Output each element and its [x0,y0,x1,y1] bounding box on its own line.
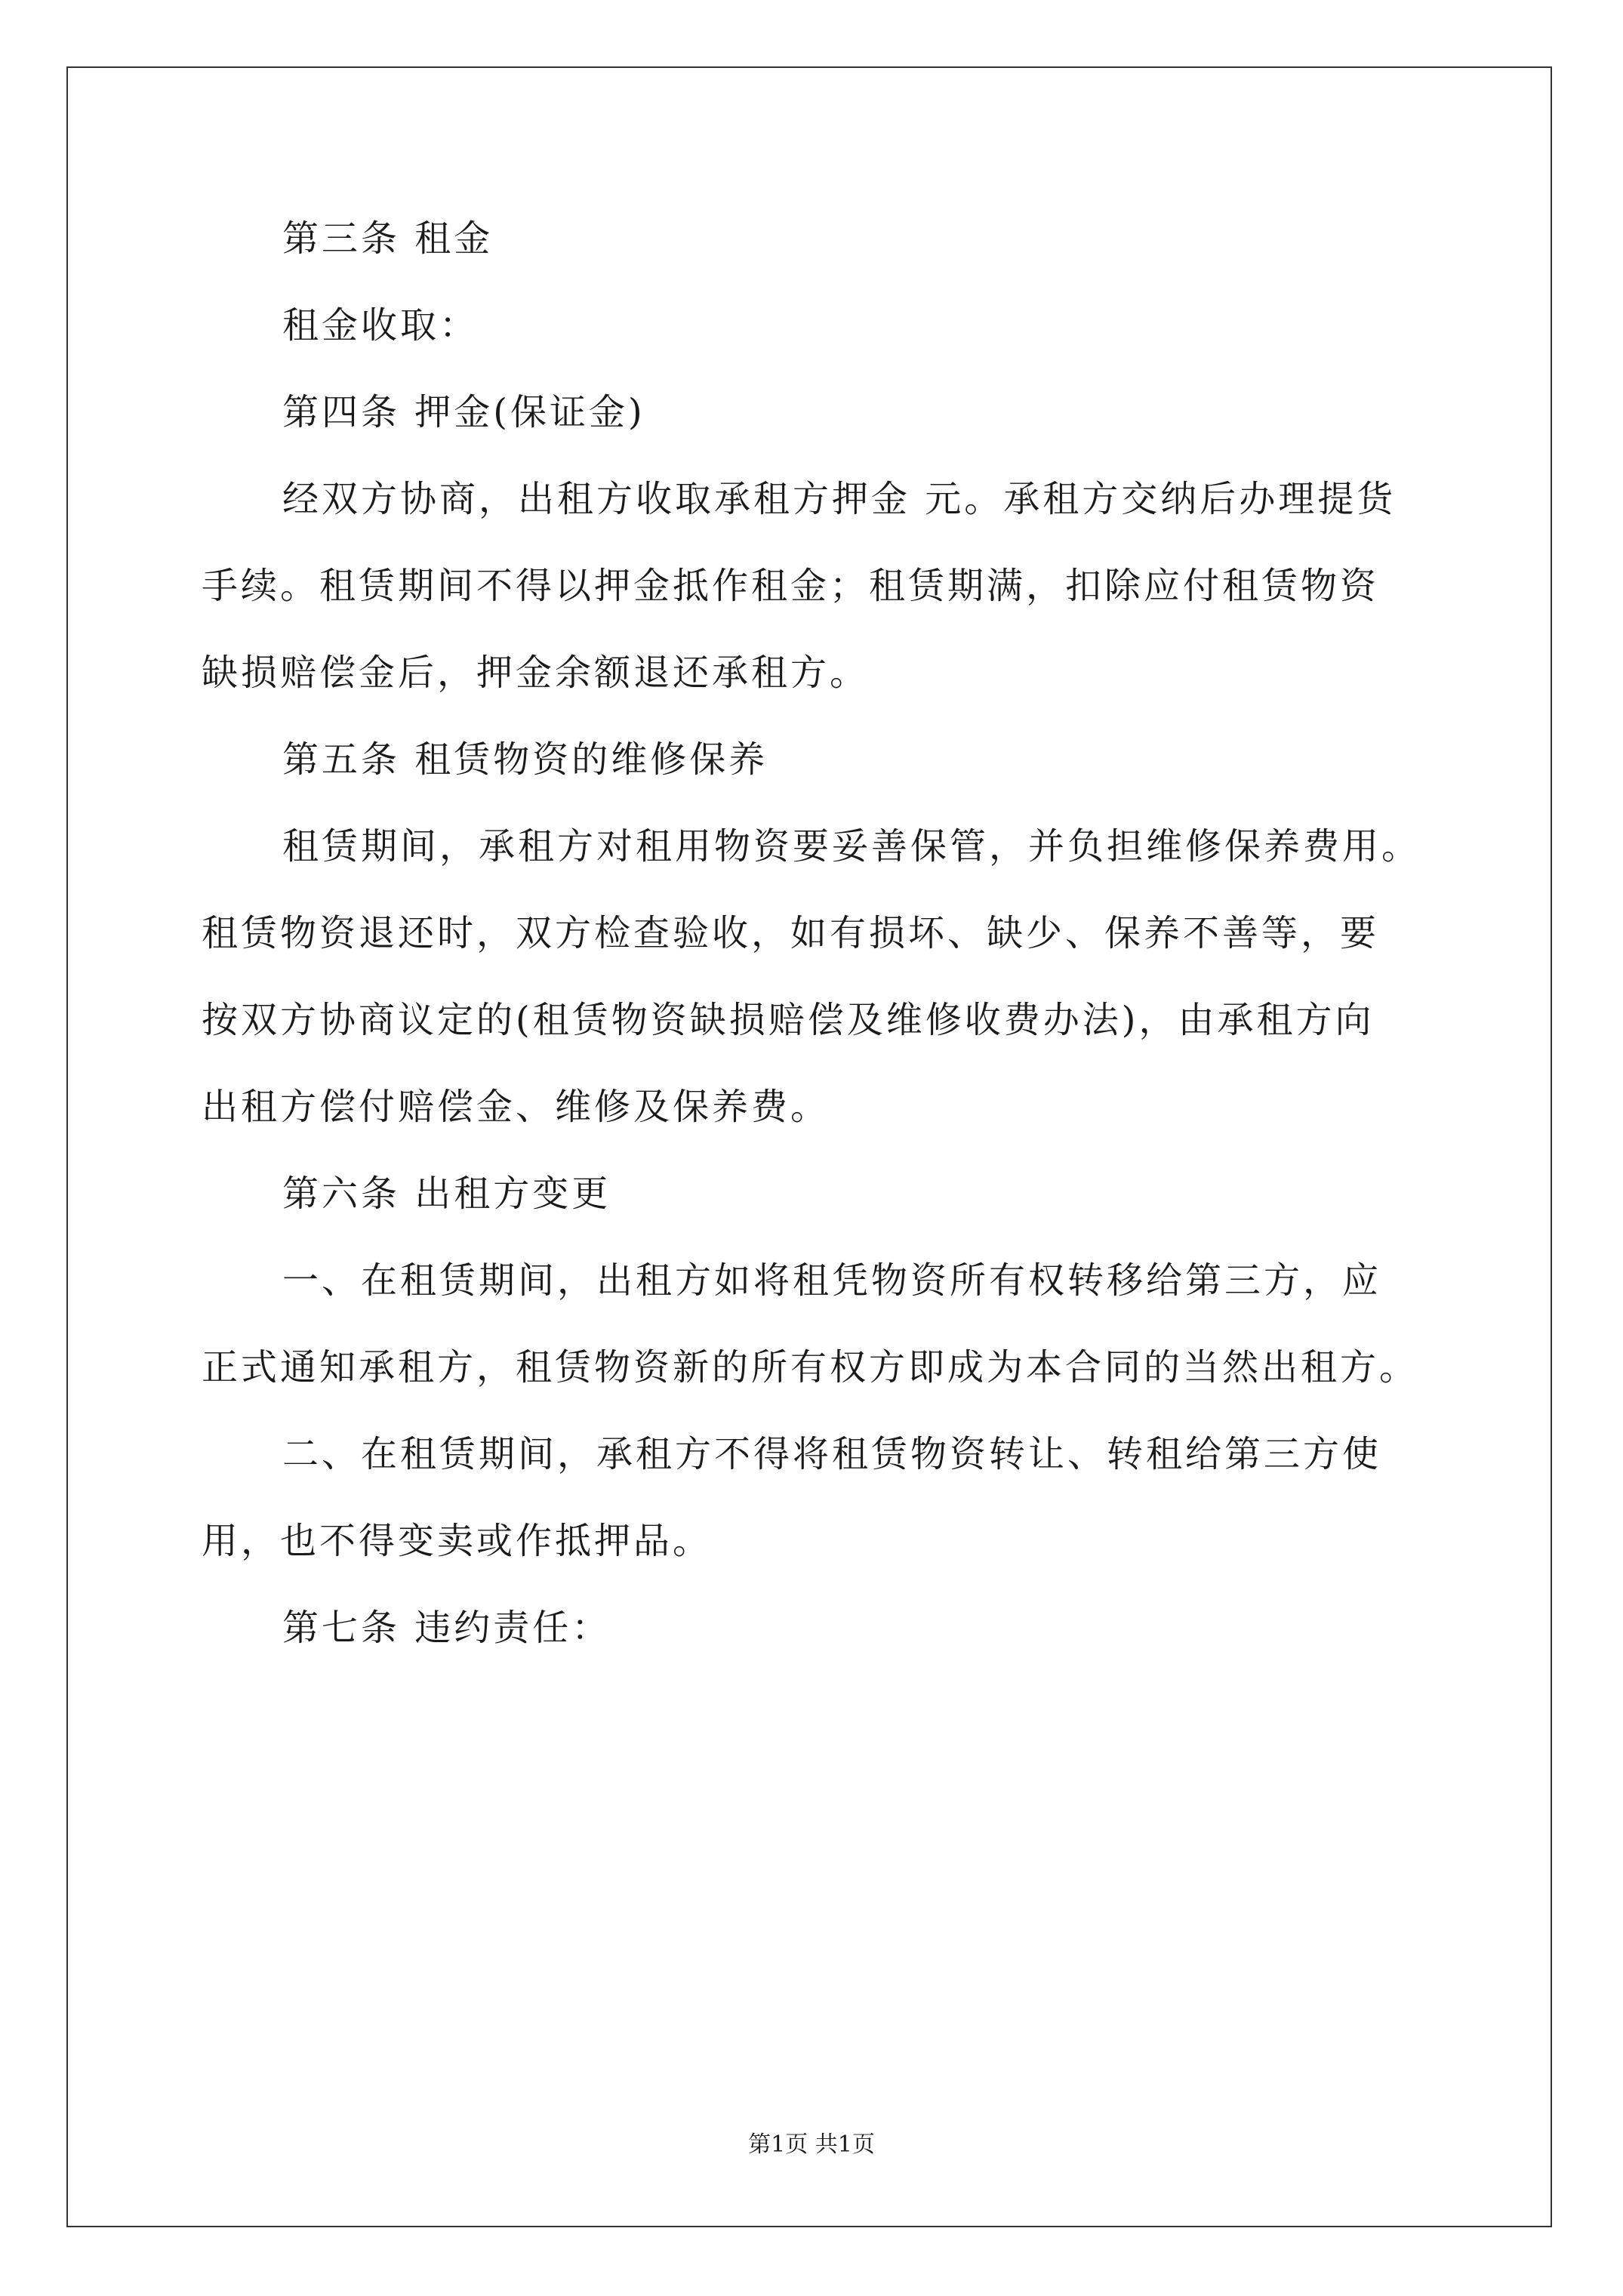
section-heading-lessor-change: 第六条 出租方变更 [282,1173,611,1215]
paragraph-line: 租赁期间，承租方对租用物资要妥善保管，并负担维修保养费用。 [282,825,1421,868]
section-heading-maintenance: 第五条 租赁物资的维修保养 [282,738,768,781]
paragraph-line: 租赁物资退还时，双方检查验收，如有损坏、缺少、保养不善等，要 [202,912,1380,954]
document-body [202,217,1428,1649]
paragraph-line: 手续。租赁期间不得以押金抵作租金；租赁期满，扣除应付租赁物资 [202,565,1380,607]
section-heading-deposit: 第四条 押金(保证金) [282,391,645,433]
paragraph-line: 一、在租赁期间，出租方如将租凭物资所有权转移给第三方，应 [282,1259,1382,1302]
paragraph-line: 租金收取： [282,304,479,347]
paragraph-line: 经双方协商，出租方收取承租方押金 元。承租方交纳后办理提货 [282,478,1397,520]
section-heading-rent: 第三条 租金 [282,217,494,260]
paragraph-line: 二、在租赁期间，承租方不得将租赁物资转让、转租给第三方使 [282,1433,1382,1475]
paragraph-line: 用，也不得变卖或作抵押品。 [202,1520,713,1562]
paragraph-line: 正式通知承租方，租赁物资新的所有权方即成为本合同的当然出租方。 [202,1346,1419,1388]
paragraph-line: 出租方偿付赔偿金、维修及保养费。 [202,1086,830,1128]
paragraph-line: 缺损赔偿金后，押金余额退还承租方。 [202,652,870,694]
section-heading-liability: 第七条 违约责任： [282,1607,611,1649]
paragraph-line: 按双方协商议定的(租赁物资缺损赔偿及维修收费办法)，由承租方向 [202,999,1375,1041]
page-footer: 第1页 共1页 [748,2131,875,2158]
